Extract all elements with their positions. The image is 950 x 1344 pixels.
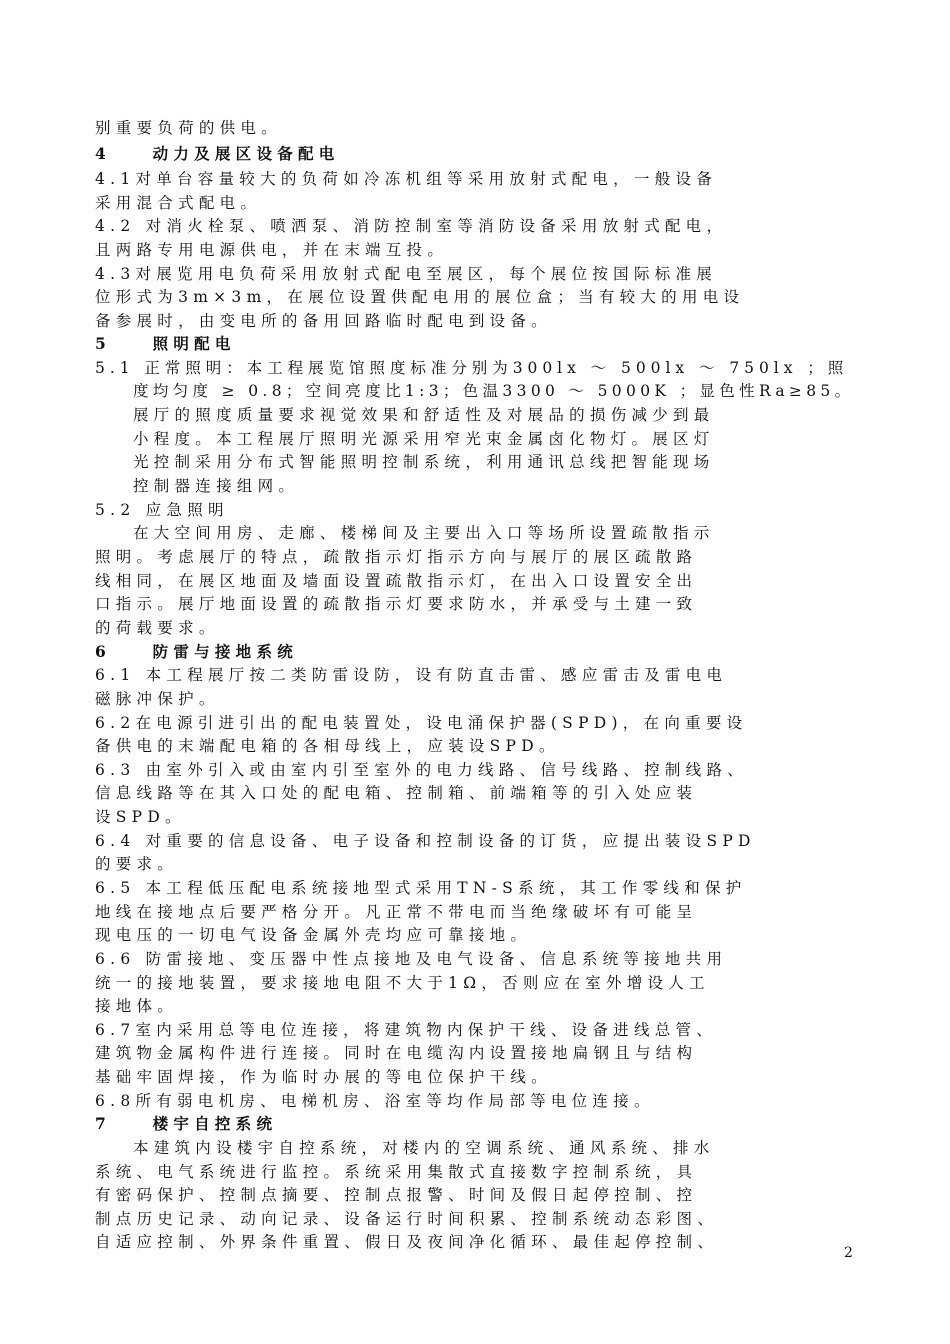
text-line: 有密码保护、控制点摘要、控制点报警、时间及假日起停控制、控 (95, 1186, 698, 1204)
text-line: 信息线路等在其入口处的配电箱、控制箱、前端箱等的引入处应装 (95, 784, 698, 802)
text-line: 接地体。 (95, 997, 179, 1015)
text-line: 磁脉冲保护。 (95, 690, 220, 708)
text-line: 光控制采用分布式智能照明控制系统，利用通讯总线把智能现场 (133, 453, 715, 471)
section-heading: 4 动力及展区设备配电 (95, 144, 340, 163)
text-line: 采用混合式配电。 (95, 194, 262, 212)
text-line: 系统、电气系统进行监控。系统采用集散式直接数字控制系统，具 (95, 1163, 698, 1181)
text-line: 展厅的照度质量要求视觉效果和舒适性及对展品的损伤减少到最 (133, 406, 715, 424)
text-line: 度均匀度 ≥ 0.8；空间亮度比1:3；色温3300 ～ 5000K ；显色性Ra≥85。 (133, 382, 855, 400)
section-heading: 6 防雷与接地系统 (95, 642, 298, 661)
text-line: 6.8所有弱电机房、电梯机房、浴室等均作局部等电位连接。 (95, 1092, 655, 1110)
text-line: 自适应控制、外界条件重置、假日及夜间净化循环、最佳起停控制、 (95, 1233, 719, 1251)
text-line: 地线在接地点后要严格分开。凡正常不带电而当绝缘破坏有可能呈 (95, 903, 698, 921)
page-number: 2 (844, 1245, 853, 1261)
text-line: 4.1对单台容量较大的负荷如冷冻机组等采用放射式配电，一般设备 (95, 170, 718, 188)
text-line: 位形式为3m×3m，在展位设置供配电用的展位盒；当有较大的用电设 (95, 288, 745, 306)
text-line: 6.1 本工程展厅按二类防雷设防，设有防直击雷、感应雷击及雷电电 (95, 666, 728, 684)
text-line: 统一的接地装置，要求接地电阻不大于1Ω，否则应在室外增设人工 (95, 974, 710, 992)
text-line: 的荷载要求。 (95, 619, 220, 637)
text-line: 备供电的末端配电箱的各相母线上，应装设SPD。 (95, 737, 560, 755)
text-line: 6.2在电源引进引出的配电装置处，设电涌保护器(SPD)，在向重要设 (95, 714, 748, 732)
text-line: 6.5 本工程低压配电系统接地型式采用TN-S系统，其工作零线和保护 (95, 879, 747, 897)
text-line: 4.3对展览用电负荷采用放射式配电至展区，每个展位按国际标准展 (95, 265, 718, 283)
text-line: 制点历史记录、动向记录、设备运行时间积累、控制系统动态彩图、 (95, 1210, 719, 1228)
text-line: 5.2 应急照明 (95, 501, 229, 519)
text-line: 本建筑内设楼宇自控系统，对楼内的空调系统、通风系统、排水 (133, 1139, 715, 1157)
text-line: 建筑物金属构件进行连接。同时在电缆沟内设置接地扁钢且与结构 (95, 1044, 698, 1062)
text-line: 6.4 对重要的信息设备、电子设备和控制设备的订货，应提出装设SPD (95, 832, 756, 850)
text-line: 且两路专用电源供电，并在末端互投。 (95, 241, 449, 259)
text-line: 别重要负荷的供电。 (95, 119, 282, 137)
text-line: 6.3 由室外引入或由室内引至室外的电力线路、信号线路、控制线路、 (95, 761, 748, 779)
text-line: 6.7室内采用总等电位连接，将建筑物内保护干线、设备进线总管、 (95, 1021, 718, 1039)
text-line: 备参展时，由变电所的备用回路临时配电到设备。 (95, 312, 552, 330)
text-line: 口指示。展厅地面设置的疏散指示灯要求防水，并承受与土建一致 (95, 595, 698, 613)
text-line: 基础牢固焊接，作为临时办展的等电位保护干线。 (95, 1068, 552, 1086)
text-line: 4.2 对消火栓泵、喷洒泵、消防控制室等消防设备采用放射式配电， (95, 217, 728, 235)
text-line: 5.1 正常照明：本工程展览馆照度标准分别为300lx ～ 500lx ～ 750lx ；照 (95, 359, 849, 377)
text-line: 控制器连接组网。 (133, 477, 300, 495)
text-line: 线相同，在展区地面及墙面设置疏散指示灯，在出入口设置安全出 (95, 572, 698, 590)
text-line: 在大空间用房、走廊、楼梯间及主要出入口等场所设置疏散指示 (133, 524, 715, 542)
text-line: 现电压的一切电气设备金属外壳均应可靠接地。 (95, 926, 532, 944)
text-line: 照明。考虑展厅的特点，疏散指示灯指示方向与展厅的展区疏散路 (95, 548, 698, 566)
section-heading: 5 照明配电 (95, 334, 236, 353)
text-line: 6.6 防雷接地、变压器中性点接地及电气设备、信息系统等接地共用 (95, 950, 728, 968)
text-line: 小程度。本工程展厅照明光源采用窄光束金属卤化物灯。展区灯 (133, 430, 715, 448)
section-heading: 7 楼宇自控系统 (95, 1114, 278, 1133)
text-line: 设SPD。 (95, 808, 186, 826)
text-line: 的要求。 (95, 855, 179, 873)
